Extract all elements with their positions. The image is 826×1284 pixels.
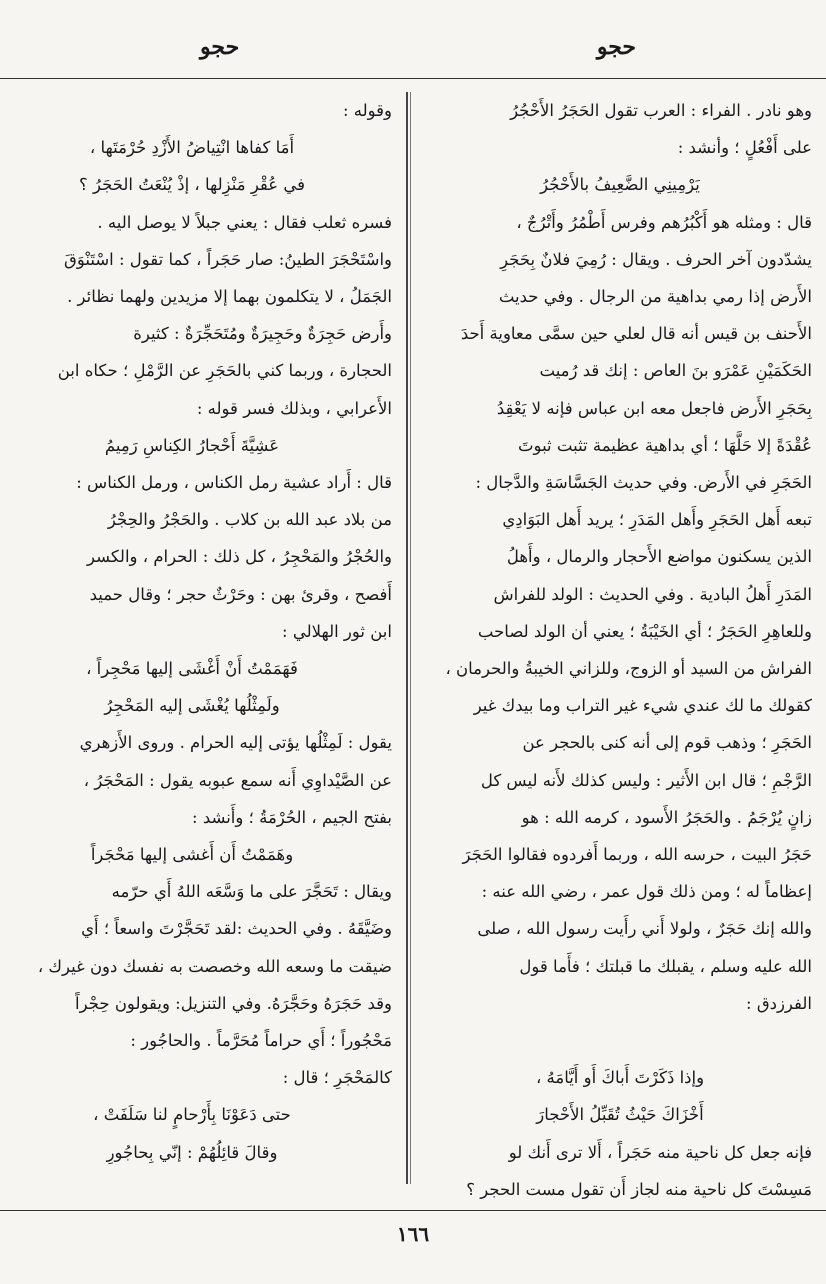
text-line: عَشِيَّةَ أَحْجارُ الكِناسِ رَمِيمُ [104,435,280,455]
text-line: ولَمِثْلُها يُغْشَى إليه المَحْجِرُ [104,696,280,716]
text-line: على أَفْعُلٍ ؛ وأنشد : [677,138,812,158]
text-line: يَرْمِينِي الضَّعِيفُ بالأَحْجُرُ [540,175,700,195]
text-line: وإذا ذَكَرْتَ أَباكَ أَو أَيَّامَهُ ، [535,1068,705,1088]
text-line: وقالَ قائِلُهُمْ : إنّي بِحاجُورِ [106,1142,278,1162]
text-line: وأَرض حَجِرَةٌ وحَجِيرَةٌ ومُتَحَجِّرَةٌ : كثيرة [133,324,392,344]
right-text-column [428,92,812,1208]
text-line: الذين يسكنون مواضع الأَحجار والرمال ، وأَهلُ [506,547,812,567]
column-divider [406,92,411,1184]
text-line: ويقال : تَحَجَّرَ على ما وَسَّعَه اللهُ أَي حرّمه [111,882,392,902]
text-line: يشدّدون آخر الحرف . ويقال : رُمِيَ فلانٌ بِحَجَرِ [500,249,812,269]
text-line: كقولك ما لك عندي شيء غير التراب وما بيدك غير [473,696,812,716]
text-line: والله إنك حَجَرٌ ، ولولا أَني رأَيت رسول الله ، صلى [477,919,812,939]
text-line: يقول : لَمِثْلُها يؤتى إليه الحرام . وروى الأَزهري [79,733,392,753]
text-line: الجَمَلُ ، لا يتكلمون بهما إلا مزيدين ولهما نظائر . [67,287,392,307]
header-rule [0,78,826,79]
text-line: الحجارة ، وربما كني بالحَجَرِ عن الرَّمْلِ ؛ حكاه ابن [57,361,392,381]
text-line: الأَرض إذا رمي بداهية من الرجال . وفي حديث [498,287,812,307]
text-line: كالمَحْجَرِ ؛ قال : [282,1068,392,1088]
text-line: ضيقت ما وسعه الله وخصصت به نفسك دون غيرك ، [37,956,392,976]
text-line: بفتح الجيم ، الحُرْمَةُ ؛ وأَنشد : [192,807,392,827]
text-line: وضَيَّقَهُ . وفي الحديث :لقد تَحَجَّرْتَ واسعاً ؛ أَي [81,919,392,939]
text-line: الله عليه وسلم ، يقبلك ما قبلتك ؛ فأَما قول [519,956,812,976]
page-number: ١٦٦ [396,1222,430,1246]
text-line: فإنه جعل كل ناحية منه حَجَراً ، أَلا ترى أَنك لو [508,1142,812,1162]
text-line: الأَعرابي ، وبذلك فسر قوله : [196,398,392,418]
text-line: المَدَرِ أَهلُ البادية . وفي الحديث : الولد للفراش [493,584,812,604]
text-line: من بلاد عبد الله بن كلاب . والحَجْرُ والحِجْرُ [107,510,392,530]
text-line: فسره ثعلب فقال : يعني جبلاً لا يوصل اليه . [97,212,392,232]
text-line: أَفصح ، وقرئ بهن : وحَرْثٌ حجر ؛ وقال حميد [89,584,392,604]
text-line: وقوله : [342,101,392,120]
text-line: مَسِسْتَ كل ناحية منه لجاز أَن تقول مست الحجر ؟ [466,1179,812,1199]
text-line: تبعه أَهل الحَجَرِ وأَهل المَدَرِ ؛ يريد أَهل البَوَادِي [502,510,812,530]
text-line: الحَكَمَيْنِ عَمْرَو بنَ العاص : إنك قد رُميت [539,361,812,381]
running-header-left: حجو [200,34,240,60]
text-line: زانٍ يُرْجَمُ . والحَجَرُ الأَسود ، كرمه الله : هو [521,807,812,827]
text-line: أَمَا كفاها انْتِياضُ الأَزْدِ حُرْمَتَها ، [89,138,295,158]
text-line: حتى دَعَوْنَا بِأَرْحامٍ لنا سَلَفَتْ ، [93,1105,291,1125]
text-line: ابن ثور الهلالي : [282,621,392,641]
text-line: حَجَرُ البيت ، حرسه الله ، وربما أَفردوه فقالوا الحَجَرَ [462,845,812,865]
text-line: الفراش من السيد أو الزوج، وللزاني الخيبةُ والحرمان ، [445,659,812,679]
text-line: الفرزدق : [746,993,812,1013]
text-line: وهو نادر . الفراء : العرب تقول الحَجَرُ الأَحْجُرُ [510,101,812,120]
text-line: الحَجَرِ ؛ وذهب قوم إلى أنه كنى بالحجر عن [522,733,812,753]
footer-rule [0,1210,826,1211]
text-line: الرَّجْمِ ؛ قال ابن الأَثير : وليس كذلك لأَنه ليس كل [480,770,812,790]
running-header-right: حجو [596,34,636,60]
text-line: في عُقْرِ مَنْزِلها ، إذْ يُنْعَتُ الحَجَرُ ؟ [79,175,305,195]
text-line: واسْتَحْجَرَ الطينُ: صار حَجَراً ، كما تقول : اسْتَنْوَقَ [64,249,392,269]
text-line: إعظاماً له ؛ ومن ذلك قول عمر ، رضي الله عنه : [481,882,812,902]
text-line: مَحْجُوراً ؛ أَي حراماً مُحَرَّماً . والحاجُور : [130,1031,392,1051]
text-line: أَخْزَاكَ حَيْثُ تُقَبِّلُ الأَحْجارَ [536,1105,704,1125]
text-line: والحُجْرُ والمَحْجِرُ ، كل ذلك : الحرام ، والكسر [87,547,392,567]
text-line [428,1022,812,1059]
left-text-column [0,92,392,1171]
text-line: الحَجَرِ في الأَرض. وفي حديث الجَسَّاسَةِ والدَّجال : [475,473,812,493]
text-line: وهَمَمْتُ أَن أَغشى إليها مَحْجَراً [90,845,294,865]
text-line: وللعاهِرِ الحَجَرُ ؛ أي الخَيْبَةُ ؛ يعني أن الولد لصاحب [477,621,812,641]
text-line: فَهَمَمْتُ أَنْ أَغْشَى إليها مَحْجِراً ، [86,659,298,679]
text-line: عن الصَّيْداوِي أَنه سمع عبوبه يقول : المَحْجَرُ ، [83,770,392,790]
text-line: وقد حَجَرَهُ وحَجَّرَهُ. وفي التنزيل: ويقولون حِجْراً [75,993,392,1013]
text-line: قال : أَراد عشية رمل الكناس ، ورمل الكناس : [76,473,392,493]
text-line: عُقْدَةً إلا حَلَّهَا ؛ أي بداهية عظيمة تثبت ثبوتَ [518,435,812,455]
text-line: بِحَجَرِ الأَرض فاجعل معه ابن عباس فإنه لا يَعْقِدُ [496,398,812,418]
text-line: الأَحنف بن قيس أنه قال لعلي حين سمَّى معاوية أَحدَ [460,324,812,344]
text-line: قال : ومثله هو أَكْبُرُهم وفرس أَطْمُرُ وأَتْرُجٌ ، [516,212,812,232]
